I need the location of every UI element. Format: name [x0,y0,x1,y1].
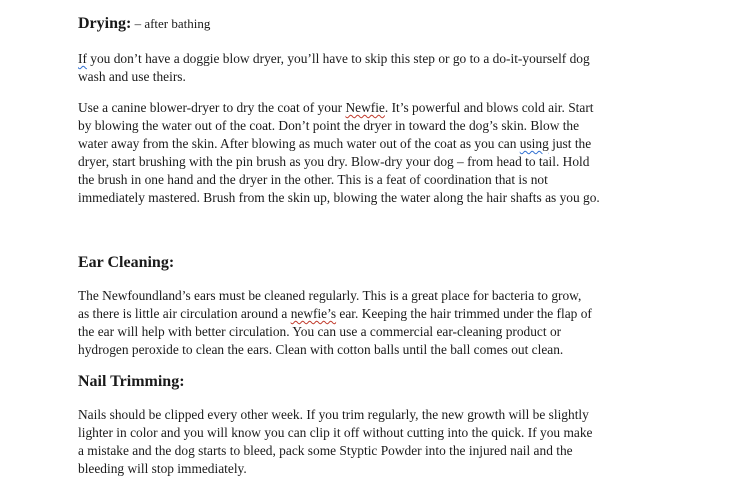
section-heading-drying: Drying: – after bathing [78,15,211,32]
grammar-check-word: using [519,136,549,151]
paragraph-line: as there is little air circulation around a newfie’s ear. Keeping the hair trimmed under the flap of [78,306,592,321]
paragraph-line: bleeding will stop immediately. [78,461,247,476]
paragraph-line: Use a canine blower-dryer to dry the coat of your Newfie. It’s powerful and blows cold air. Start [78,100,594,115]
paragraph-drying-instructions [78,99,706,207]
paragraph-line: dryer, start brushing with the pin brush as you dry. Blow-dry your dog – from head to tail. Hold [78,154,590,169]
paragraph-line: by blowing the water out of the coat. Don’t point the dryer in toward the dog’s skin. Blow the [78,118,580,133]
paragraph-line: lighter in color and you will know you can clip it off without cutting into the quick. If you make [78,425,593,440]
paragraph-ear-cleaning [78,287,706,359]
section-subheading-drying: – after bathing [131,16,211,31]
section-heading-ear-cleaning: Ear Cleaning: [78,254,175,271]
paragraph-line: a mistake and the dog starts to bleed, pack some Styptic Powder into the injured nail and the [78,443,573,458]
paragraph-line: water away from the skin. After blowing as much water out of the coat as you can using just the [78,136,592,151]
spellcheck-word: Newfie [345,100,385,115]
paragraph-line: the ear will help with better circulation. You can use a commercial ear-cleaning product or [78,324,562,339]
paragraph-drying-intro [78,50,706,86]
paragraph-line: If you don’t have a doggie blow dryer, you’ll have to skip this step or go to a do-it-yourself dog [78,51,590,66]
paragraph-line: immediately mastered. Brush from the skin up, blowing the water along the hair shafts as you go. [78,190,600,205]
paragraph-line: hydrogen peroxide to clean the ears. Clean with cotton balls until the ball comes out clean. [78,342,564,357]
paragraph-line: The Newfoundland’s ears must be cleaned regularly. This is a great place for bacteria to grow, [78,288,582,303]
paragraph-nail-trimming [78,406,706,478]
paragraph-line: the brush in one hand and the dryer in the other. This is a feat of coordination that is not [78,172,548,187]
spellcheck-word: newfie’s [290,306,337,321]
paragraph-line: Nails should be clipped every other week. If you trim regularly, the new growth will be slightly [78,407,589,422]
paragraph-line: wash and use theirs. [78,69,186,84]
section-heading-nail-trimming: Nail Trimming: [78,373,185,390]
